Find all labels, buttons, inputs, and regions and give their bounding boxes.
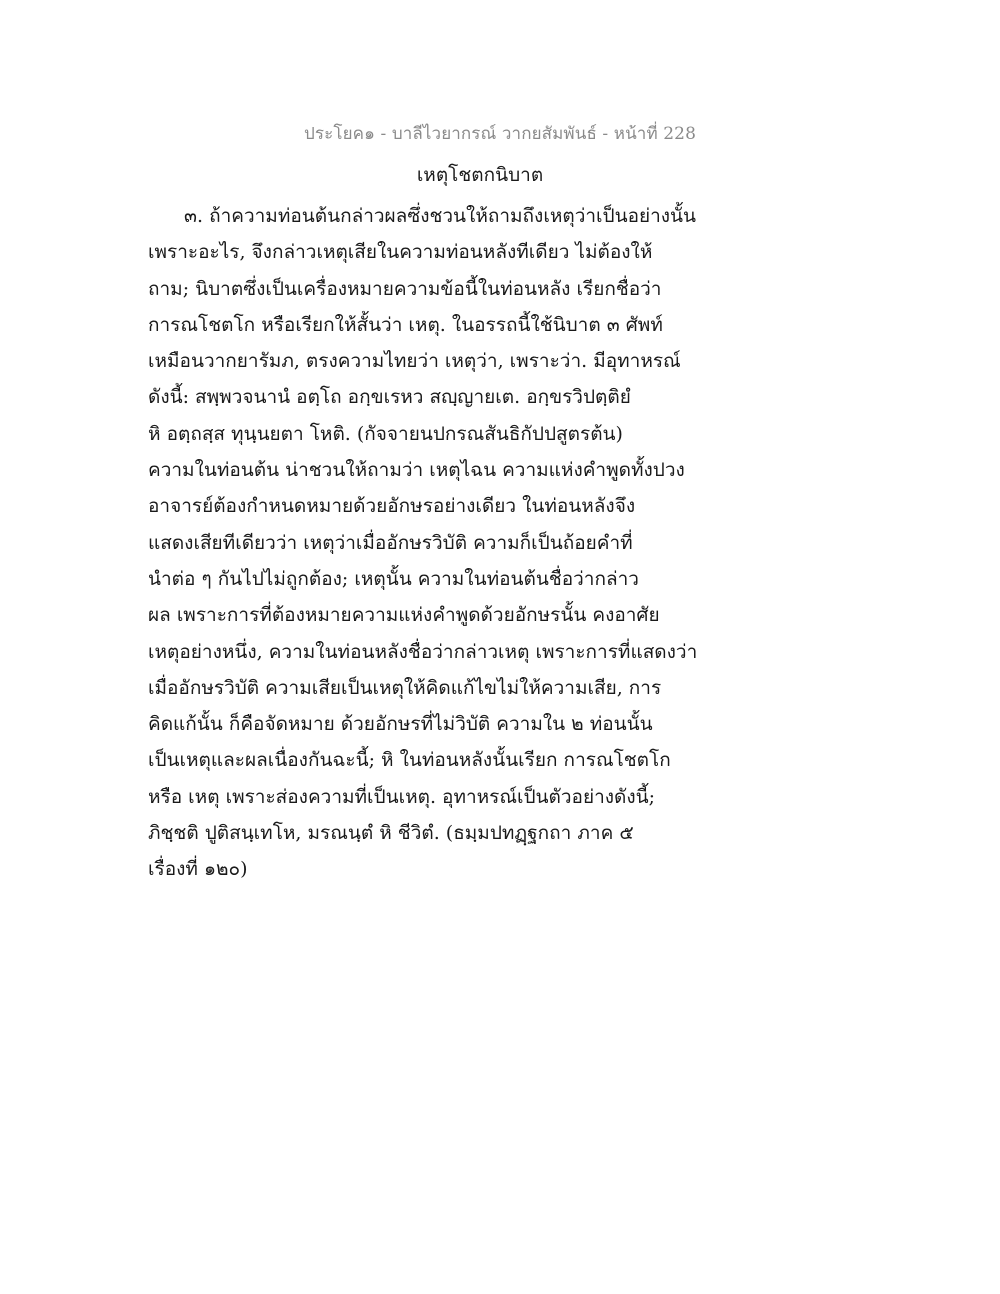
section-title (0, 160, 1000, 190)
body-line: อาจารย์ต้องกำหนดหมายด้วยอักษรอย่างเดียว ในท่อนหลังจึง (148, 495, 636, 518)
body-line: ถาม; นิบาตซึ่งเป็นเครื่องหมายความข้อนี้ในท่อนหลัง เรียกชื่อว่า (148, 277, 662, 300)
body-line: ภิชฺชติ ปูติสนฺเทโห, มรณนฺตํ หิ ชีวิตํ. (ธมฺมปทฏฺฐกถา ภาค ๕ (148, 822, 634, 845)
page-header (0, 120, 1000, 147)
body-line: ๓. ถ้าความท่อนต้นกล่าวผลซึ่งชวนให้ถามถึงเหตุว่าเป็นอย่างนั้น (184, 205, 697, 227)
body-line: ผล เพราะการที่ต้องหมายความแห่งคำพูดด้วยอักษรนั้น คงอาศัย (148, 604, 660, 627)
body-line: ดังนี้: สพฺพวจนานํ อตฺโถ อกฺขเรหว สญฺญายเต. อกฺขรวิปตฺติยํ (148, 386, 631, 409)
body-line: ความในท่อนต้น น่าชวนให้ถามว่า เหตุไฉน ความแห่งคำพูดทั้งปวง (148, 459, 685, 482)
body-line: เหตุอย่างหนึ่ง, ความในท่อนหลังชื่อว่ากล่าวเหตุ เพราะการที่แสดงว่า (148, 640, 698, 663)
body-paragraph (148, 198, 708, 888)
body-line: หิ อตฺถสฺส ทุนฺนยตา โหติ. (กัจจายนปกรณสันธิกัปปสูตรต้น) (148, 422, 623, 445)
body-line: แสดงเสียทีเดียวว่า เหตุว่าเมื่ออักษรวิบัติ ความก็เป็นถ้อยคำที่ (148, 531, 633, 554)
body-line: คิดแก้นั้น ก็คือจัดหมาย ด้วยอักษรที่ไม่วิบัติ ความใน ๒ ท่อนนั้น (148, 713, 653, 736)
section-title-text: เหตุโชตกนิบาต (416, 164, 544, 186)
body-line: เรื่องที่ ๑๒๐) (148, 858, 248, 881)
body-line: เหมือนวากยารัมภ, ตรงความไทยว่า เหตุว่า, เพราะว่า. มีอุทาหรณ์ (148, 350, 681, 373)
body-line: เป็นเหตุและผลเนื่องกันฉะนี้; หิ ในท่อนหลังนั้นเรียก การณโชตโก (148, 749, 671, 772)
body-line: การณโชตโก หรือเรียกให้สั้นว่า เหตุ. ในอรรถนี้ใช้นิบาต ๓ ศัพท์ (148, 313, 663, 336)
running-title: ประโยค๑ - บาลีไวยากรณ์ วากยสัมพันธ์ - หน้าที่ 228 (303, 124, 697, 144)
body-line: นำต่อ ๆ กันไปไม่ถูกต้อง; เหตุนั้น ความในท่อนต้นชื่อว่ากล่าว (148, 567, 639, 590)
body-line: เพราะอะไร, จึงกล่าวเหตุเสียในความท่อนหลังทีเดียว ไม่ต้องให้ (148, 241, 653, 264)
body-line: หรือ เหตุ เพราะส่องความที่เป็นเหตุ. อุทาหรณ์เป็นตัวอย่างดังนี้; (148, 785, 656, 808)
body-line: เมื่ออักษรวิบัติ ความเสียเป็นเหตุให้คิดแก้ไขไม่ให้ความเสีย, การ (148, 676, 662, 699)
